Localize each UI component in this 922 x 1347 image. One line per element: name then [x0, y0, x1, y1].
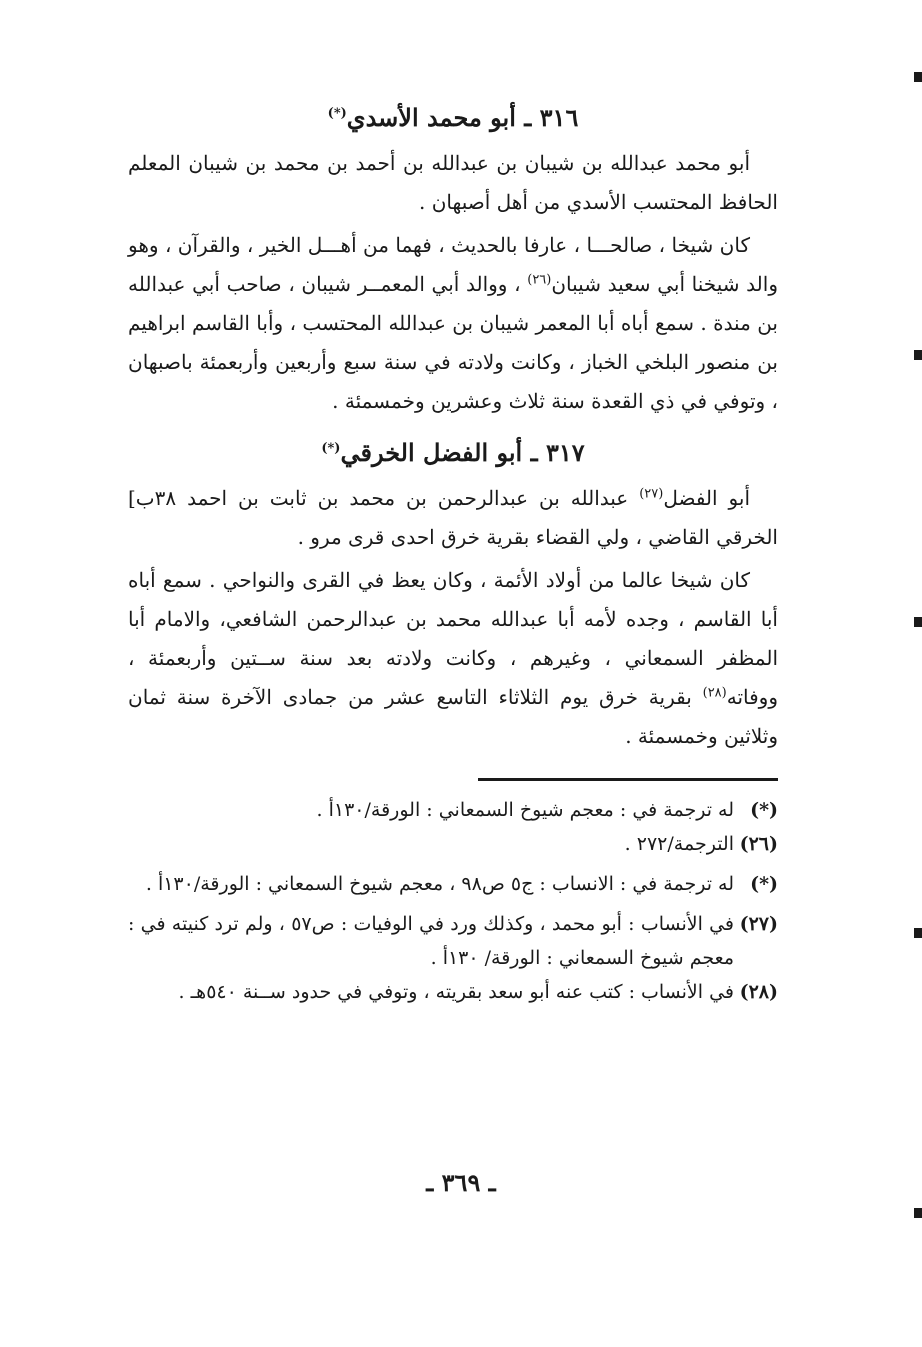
scan-edge-mark: [914, 928, 922, 938]
entry-316: [128, 100, 778, 421]
entry-paragraph: أبو محمد عبدالله بن شيبان بن عبدالله بن أحمد بن محمد بن شيبان المعلم الحافظ المحتسب الأسدي من أهل أصبهان .: [128, 151, 778, 214]
book-page: [128, 100, 778, 1009]
footnote-mark: (*): [750, 873, 778, 895]
footnote-mark: (٢٦): [739, 833, 778, 855]
footnote-text: له ترجمة في : معجم شيوخ السمعاني : الورقة/١٣٠أ .: [316, 799, 734, 821]
footnote-ref: (٢٦): [527, 272, 552, 288]
entry-title: ٣١٧ ـ أبو الفضل الخرقي(*): [321, 438, 585, 467]
footnote-text: الترجمة/٢٧٢ .: [624, 833, 734, 855]
footnote: [128, 867, 778, 901]
title-footnote-mark: (*): [321, 441, 341, 456]
scan-edge-mark: [914, 72, 922, 82]
footnote-mark: (٢٧): [739, 913, 778, 935]
footnote-text: في الأنساب : كتب عنه أبو سعد بقريته ، وتوفي في حدود ســنة ٥٤٠هـ .: [178, 981, 734, 1003]
entry-paragraph: أبو الفضل$^{(٢٧)}$ عبدالله بن عبدالرحمن بن محمد بن ثابت بن احمد ٣٨ب] الخرقي القاضي ، ولي القضاء بقرية خرق احدى قرى مرو .: [128, 486, 778, 549]
footnote: [128, 793, 778, 827]
scan-edge-mark: [914, 1208, 922, 1218]
footnote-divider: [478, 778, 778, 781]
footnotes: [128, 793, 778, 1009]
entry-317: [128, 435, 778, 756]
footnote-text: له ترجمة في : الانساب : ج٥ ص٩٨ ، معجم شيوخ السمعاني : الورقة/١٣٠أ .: [145, 873, 734, 895]
footnote: [128, 907, 778, 975]
footnote-text: في الأنساب : أبو محمد ، وكذلك ورد في الوفيات : ص٥٧ ، ولم ترد كنيته في : معجم شيوخ السمعاني : الورقة/ ١٣٠أ .: [128, 913, 735, 969]
footnote-mark: (٢٨): [739, 981, 778, 1003]
footnote-ref: (٢٨): [702, 685, 727, 701]
scan-edge-mark: [914, 350, 922, 360]
page-number: ـ ٣٦٩ ـ: [426, 1168, 496, 1197]
title-footnote-mark: (*): [327, 106, 347, 121]
footnote: [128, 827, 778, 861]
footnote: [128, 975, 778, 1009]
entry-paragraph: كان شيخا عالما من أولاد الأئمة ، وكان يعظ في القرى والنواحي . سمع أباه أبا القاسم ، وجده لأمه أبا عبدالله محمد بن عبدالرحمن الشافعي، والامام أبا المظفر السمعاني ، وغيرهم ، وكانت ولادته بعد سنة ســتين وأربعمئة ، ووفاته$^{(٢٨)}$ بقرية خرق يوم الثلاثاء التاسع عشر من جمادى الآخرة سنة ثمان وثلاثين وخمسمئة .: [128, 568, 778, 748]
footnote-mark: (*): [750, 799, 778, 821]
footnote-ref: (٢٧): [639, 486, 664, 502]
entry-title: ٣١٦ ـ أبو محمد الأسدي(*): [327, 103, 579, 132]
entry-paragraph: كان شيخا ، صالحـــا ، عارفا بالحديث ، فهما من أهـــل الخير ، والقرآن ، وهو والد شيخنا أبي سعيد شيبان$^{(٢٦)}$ ، ووالد أبي المعمــر شيبان ، صاحب أبي عبدالله بن مندة . سمع أباه أبا المعمر شيبان بن عبدالله المحتسب ، وأبا القاسم ابراهيم بن منصور البلخي الخباز ، وكانت ولادته في سنة سبع وأربعين وأربعمئة باصبهان ، وتوفي في ذي القعدة سنة ثلاث وعشرين وخمسمئة .: [128, 233, 778, 413]
scan-edge-mark: [914, 617, 922, 627]
